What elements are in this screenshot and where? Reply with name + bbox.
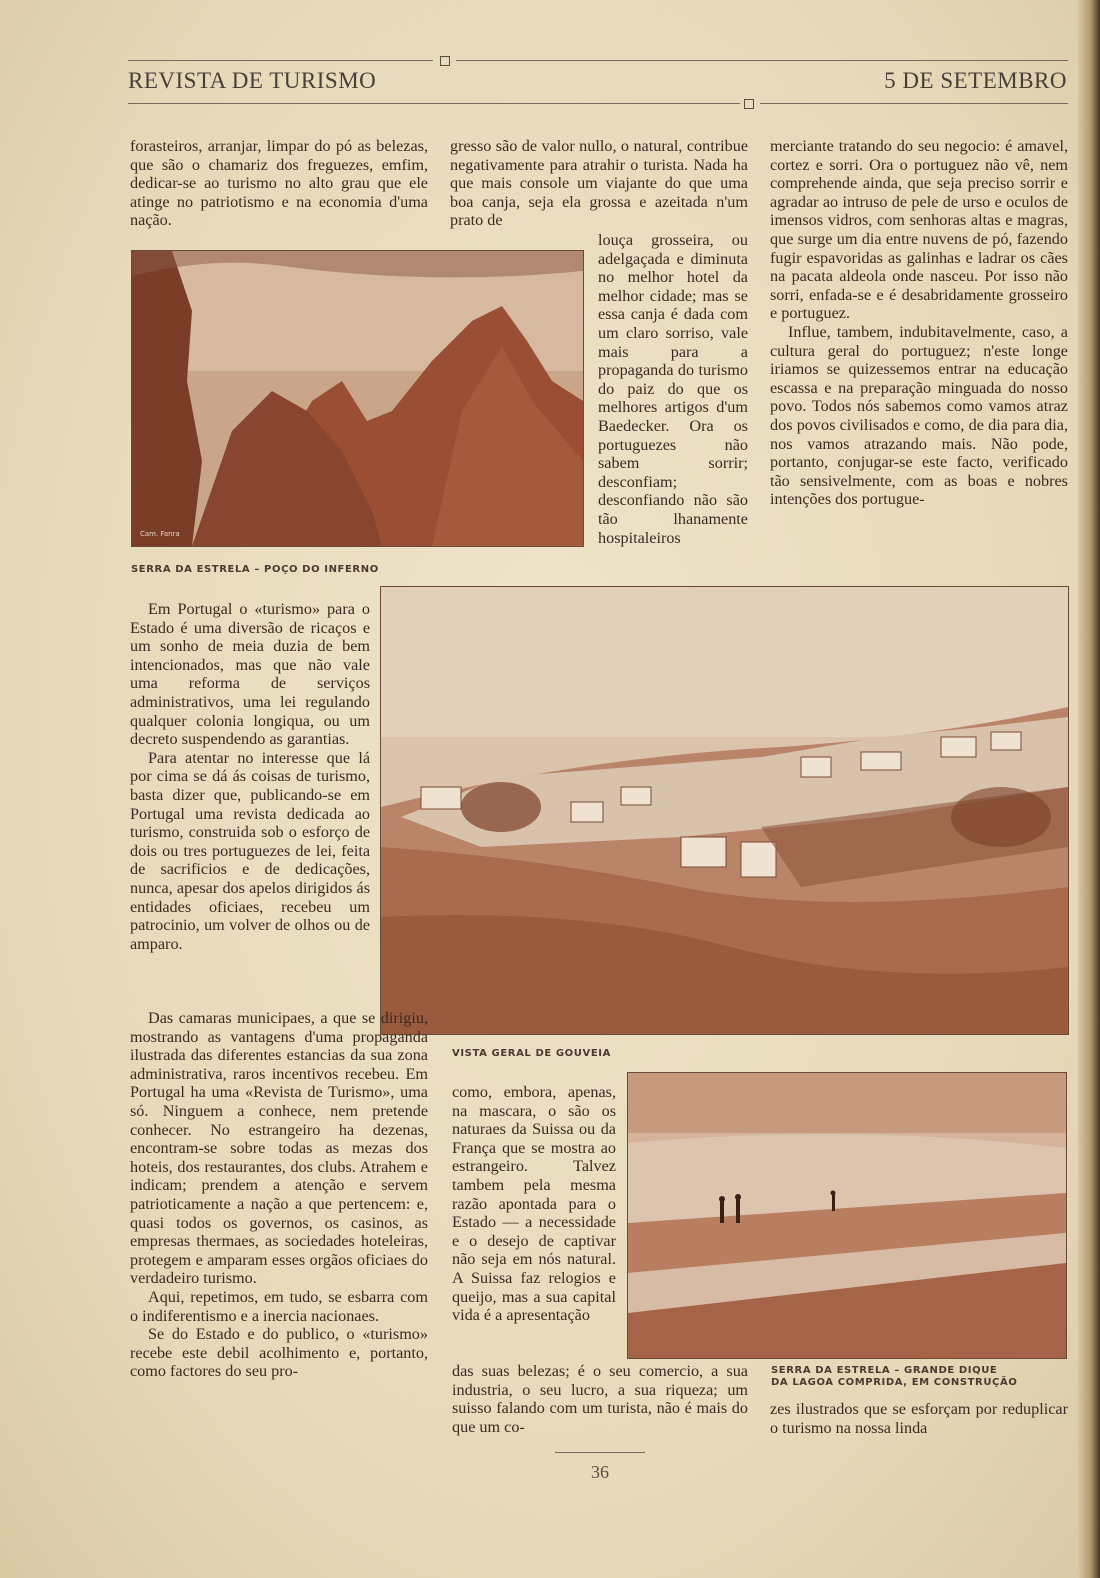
header-bottom-rule: [128, 103, 740, 104]
issue-date: 5 DE SETEMBRO: [884, 68, 1067, 93]
column-3-bottom-text: [770, 1400, 1068, 1437]
column-2-top-text: [450, 137, 748, 230]
column-1-bottom-text: [130, 1009, 428, 1381]
paragraph: como, embora, apenas, na mascara, o são os naturaes da Suissa ou da França que se mostra ao estrangeiro. Talvez tambem pela mesma razão apontada para o Estado — a necessidade e o desejo de captivar não seja em nós natural. A Suissa faz relogios e queijo, mas a sua capital vida é a apresentação: [452, 1083, 616, 1325]
caption-vista-gouveia: VISTA GERAL DE GOUVEIA: [452, 1048, 611, 1059]
column-2-bottom-narrow-text: [452, 1083, 616, 1325]
photo-poco-do-inferno: [131, 250, 584, 547]
page-binding-edge: [1078, 0, 1100, 1578]
paragraph: Em Portugal o «turismo» para o Estado é uma diversão de ricaços e um sonho de meia duzia de bem intencionados, mas que não vale uma reforma de serviços administrativos, uma lei regulando qualquer colonia longiqua, ou um decreto suspendendo as garantias.: [130, 600, 370, 749]
header-top-rule-right: [456, 60, 1068, 61]
paragraph: forasteiros, arranjar, limpar do pó as belezas, que são o chamariz dos freguezes, emfim, dedicar-se ao turismo no alto grau que ele atinge no patriotismo e na economia d'uma nação.: [130, 137, 428, 230]
header-bottom-rule-right: [760, 103, 1068, 104]
paragraph: das suas belezas; é o seu comercio, a sua industria, o seu lucro, a sua riqueza; um suisso falando com um turista, não é mais do que um co-: [452, 1362, 748, 1436]
caption-dique-lagoa-comprida: [771, 1365, 1017, 1389]
column-3-text: [770, 137, 1068, 509]
header-ornament-top: [440, 56, 450, 66]
caption-line-1: SERRA DA ESTRELA – GRANDE DIQUE: [771, 1365, 998, 1376]
paragraph: zes ilustrados que se esforçam por reduplicar o turismo na nossa linda: [770, 1400, 1068, 1437]
header-ornament-bottom: [744, 99, 754, 109]
magazine-title: REVISTA DE TURISMO: [128, 68, 377, 93]
page-number: 36: [591, 1462, 609, 1482]
column-1-lower-text: [130, 600, 370, 953]
paragraph: merciante tratando do seu negocio: é amavel, cortez e sorri. Ora o portuguez não vê, nem comprehende ainda, que seja preciso sorrir e agradar ao intruso de pele de urso e oculos de imensos vidros, com senhoras altas e magras, que surge um dia entre nuvens de pó, fazendo fugir espavoridas as galinhas e ladrar os cães na pacata aldeola onde nasceu. Por isso não sorri, enfada-se e é desabridamente grosseiro e portuguez.: [770, 137, 1068, 323]
footer-rule: [555, 1452, 645, 1453]
paragraph: louça grosseira, ou adelgaçada e diminuta no melhor hotel da melhor cidade; mas se essa canja é dada com um claro sorriso, vale mais para a propaganda do turismo do paiz do que os melhores artigos d'um Baedecker. Ora os portuguezes não sabem sorrir; desconfiam; desconfiando não são tão lhanamente hospitaleiros: [598, 231, 748, 547]
photo-vista-gouveia: [380, 586, 1069, 1035]
column-1-top-text: [130, 137, 428, 230]
header-top-rule: [128, 60, 433, 61]
photo-dique-lagoa-comprida: [627, 1072, 1067, 1359]
column-2-bottom-wide-text: [452, 1362, 748, 1436]
column-2-narrow-text: [598, 231, 748, 547]
paragraph: gresso são de valor nullo, o natural, contribue negativamente para atrahir o turista. Nada ha que mais console um viajante do que uma boa canja, seja ela grossa e azeitada n'um prato de: [450, 137, 748, 230]
paragraph: Influe, tambem, indubitavelmente, caso, a cultura geral do portuguez; n'este longe iriamos se quizessemos entrar na educação escassa e na preparação minguada do nosso povo. Todos nós sabemos como vamos atraz dos povos civilisados e como, de dia para dia, nos vamos atrazando mais. Não pode, portanto, conjugar-se este facto, verificado tão sensivelmente, com as boas e nobres intenções dos portugue-: [770, 322, 1068, 509]
paragraph: Aqui, repetimos, em tudo, se esbarra com o indiferentismo e a inercia nacionaes.: [130, 1287, 428, 1325]
caption-poco-do-inferno: SERRA DA ESTRELA – POÇO DO INFERNO: [131, 564, 379, 575]
paragraph: Para atentar no interesse que lá por cima se dá ás coisas de turismo, basta dizer que, publicando-se em Portugal uma revista dedicada ao turismo, construida sob o esforço de dois ou tres portuguezes de lei, feita de sacrificios e de dedicações, nunca, apesar dos apelos dirigidos ás entidades oficiaes, recebeu um patrocinio, um volver de olhos ou de amparo.: [130, 748, 370, 953]
photo-credit: Cam. Fanra: [140, 530, 180, 538]
paragraph: Se do Estado e do publico, o «turismo» recebe este debil acolhimento e, portanto, como factores do seu pro-: [130, 1325, 428, 1381]
paragraph: Das camaras municipaes, a que se dirigiu, mostrando as vantagens d'uma propaganda ilustrada das diferentes estancias da sua zona administrativa, raros incentivos recebeu. Em Portugal ha uma «Revista de Turismo», uma só. Ninguem a conhece, nem pretende conhecer. No estrangeiro ha dezenas, encontram-se sobre todas as mezas dos hoteis, dos restaurantes, dos clubs. Atrahem e indicam; prendem a atenção e servem patrioticamente a nação a que pertencem: e, quasi todos os governos, os casinos, as empresas thermaes, as sociedades hoteleiras, protegem e amparam esses orgãos oficiaes do verdadeiro turismo.: [130, 1009, 428, 1288]
caption-line-2: DA LAGOA COMPRIDA, EM CONSTRUÇÃO: [771, 1377, 1018, 1388]
